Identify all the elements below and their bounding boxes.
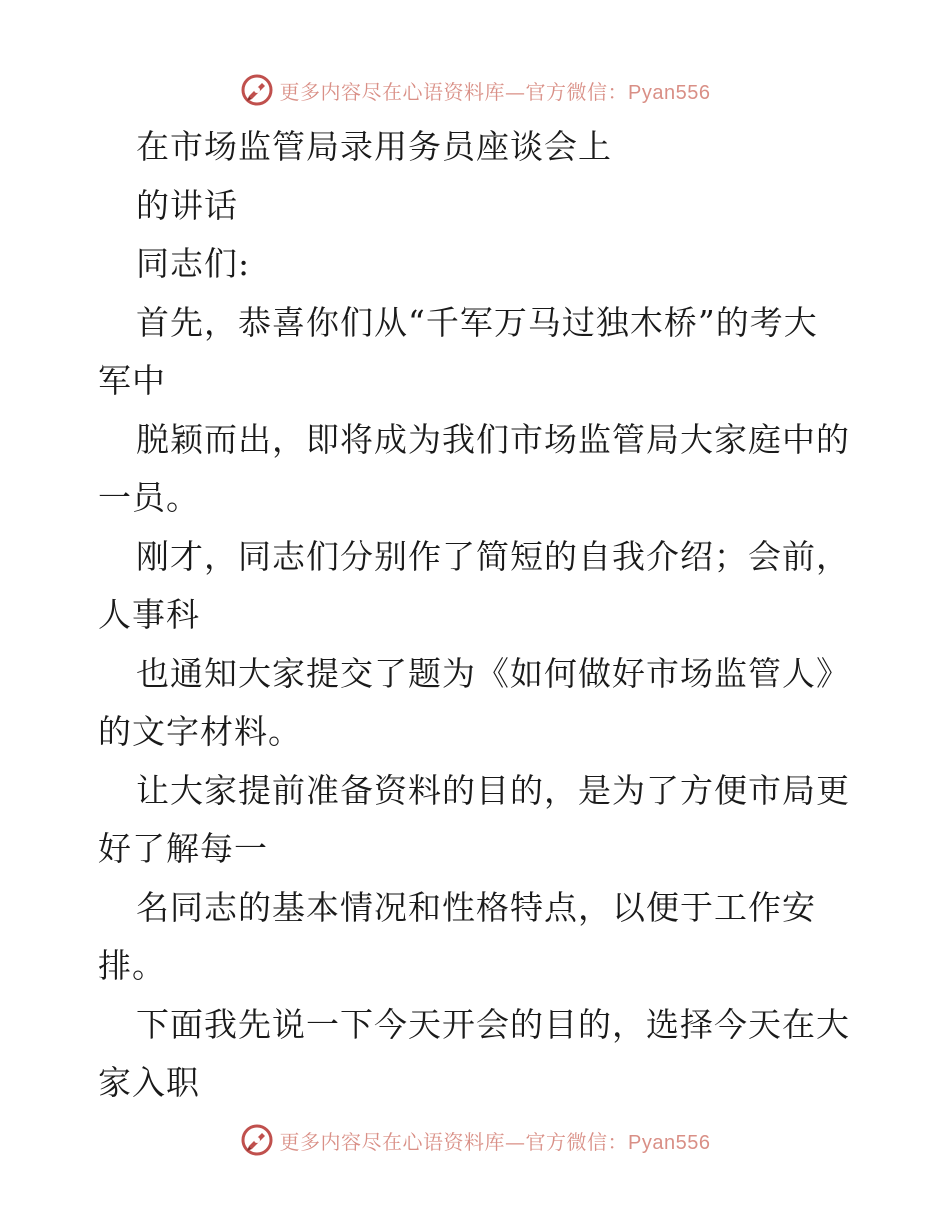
paragraph-line: 家入职 (98, 1063, 200, 1102)
paragraph-line: 一员。 (98, 478, 200, 517)
pen-logo-icon (240, 73, 274, 107)
header-watermark (0, 70, 950, 110)
paragraph-line: 好了解每一 (98, 829, 268, 868)
paragraph-line: 名同志的基本情况和性格特点，以便于工作安 (136, 887, 816, 927)
watermark-text (280, 76, 711, 105)
title-line-1: 在市场监管局录用务员座谈会上 (136, 127, 612, 166)
salutation: 同志们: (136, 244, 251, 283)
watermark-wechat-id: Pyan556 (628, 1131, 711, 1154)
paragraph-line: 让大家提前准备资料的目的，是为了方便市局更 (136, 770, 850, 810)
paragraph-line: 军中 (98, 361, 166, 400)
paragraph-line: 刚才，同志们分别作了简短的自我介绍；会前， (136, 536, 850, 576)
watermark-text (280, 1126, 711, 1155)
paragraph-line: 脱颖而出，即将成为我们市场监管局大家庭中的 (136, 419, 850, 459)
document-body (98, 118, 858, 1113)
watermark-cn: 更多内容尽在心语资料库—官方微信： (279, 1129, 629, 1154)
watermark-cn: 更多内容尽在心语资料库—官方微信： (279, 79, 629, 104)
paragraph-line: 的文字材料。 (98, 712, 302, 751)
paragraph-line: 人事科 (98, 595, 200, 634)
paragraph-line: 首先，恭喜你们从“千军万马过独木桥”的考大 (136, 302, 818, 342)
paragraph-line: 也通知大家提交了题为《如何做好市场监管人》 (136, 653, 850, 693)
paragraph-line: 下面我先说一下今天开会的目的，选择今天在大 (136, 1004, 850, 1044)
footer-watermark (0, 1120, 950, 1160)
watermark-wechat-id: Pyan556 (628, 81, 711, 104)
paragraph-line: 排。 (98, 946, 166, 985)
title-line-2: 的讲话 (136, 185, 238, 225)
pen-logo-icon (240, 1123, 274, 1157)
